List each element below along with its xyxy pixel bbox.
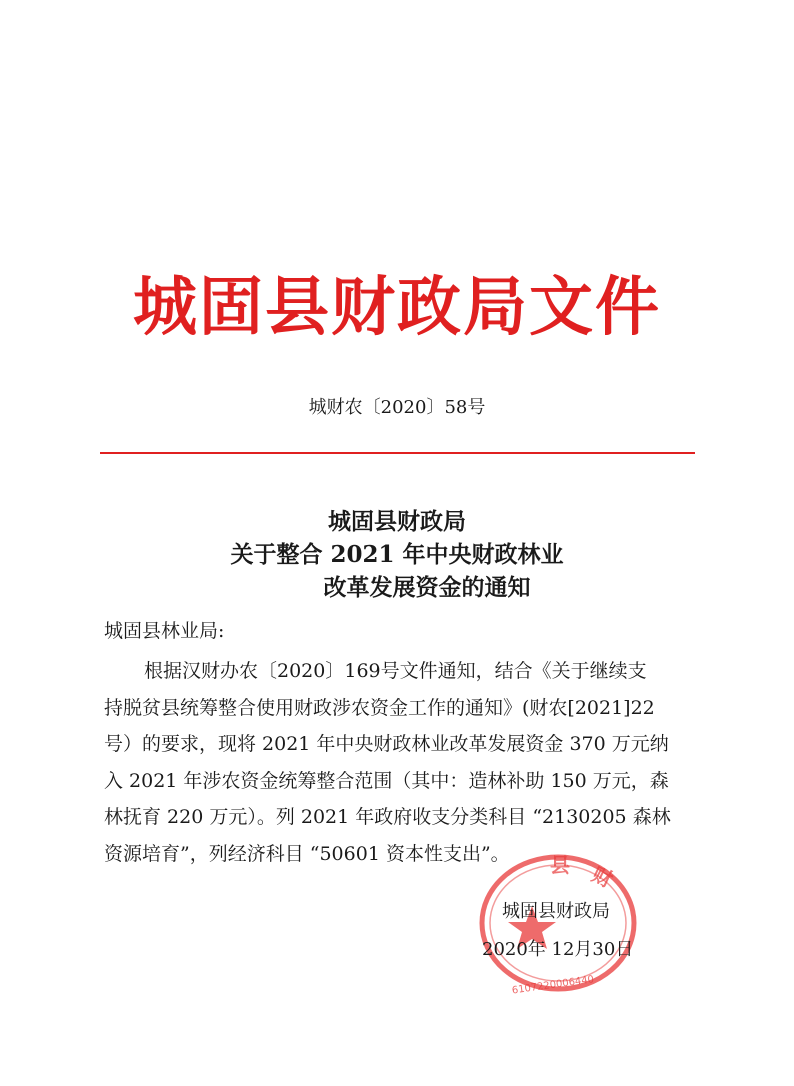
red-divider-line [100, 452, 695, 454]
notice-title [0, 505, 794, 604]
issue-date: 2020年 12月30日 [482, 939, 634, 960]
title-line-1: 城固县财政局 [328, 508, 466, 535]
salutation: 城固县林业局: [104, 620, 225, 642]
title-line-3: 改革发展资金的通知 [323, 574, 531, 601]
seal-char-right: 财 [588, 861, 617, 893]
body-line: 林抚育 220 万元）。列 2021 年政府收支分类科目 “2130205 森林 [104, 806, 671, 828]
body-line: 根据汉财办农〔2020〕169号文件通知，结合《关于继续支 [144, 660, 647, 682]
masthead-title: 城固县财政局文件 [133, 270, 661, 345]
issuer-signature: 城固县财政局 [502, 901, 610, 922]
body-line: 资源培育”，列经济科目 “50601 资本性支出”。 [104, 842, 510, 865]
seal-code: 6107220006440 [511, 974, 595, 997]
document-number: 城财农〔2020〕58号 [308, 397, 486, 418]
body-line: 号）的要求，现将 2021 年中央财政林业改革发展资金 370 万元纳 [104, 733, 669, 755]
body-line: 持脱贫县统筹整合使用财政涉农资金工作的通知》(财农[2021]22 [104, 696, 655, 719]
title-line-2: 关于整合 2021 年中央财政林业 [230, 541, 564, 568]
body-line: 入 2021 年涉农资金统筹整合范围（其中：造林补助 150 万元，森 [104, 769, 669, 792]
seal-char-left: 县 [550, 853, 570, 877]
body-text [104, 653, 694, 872]
